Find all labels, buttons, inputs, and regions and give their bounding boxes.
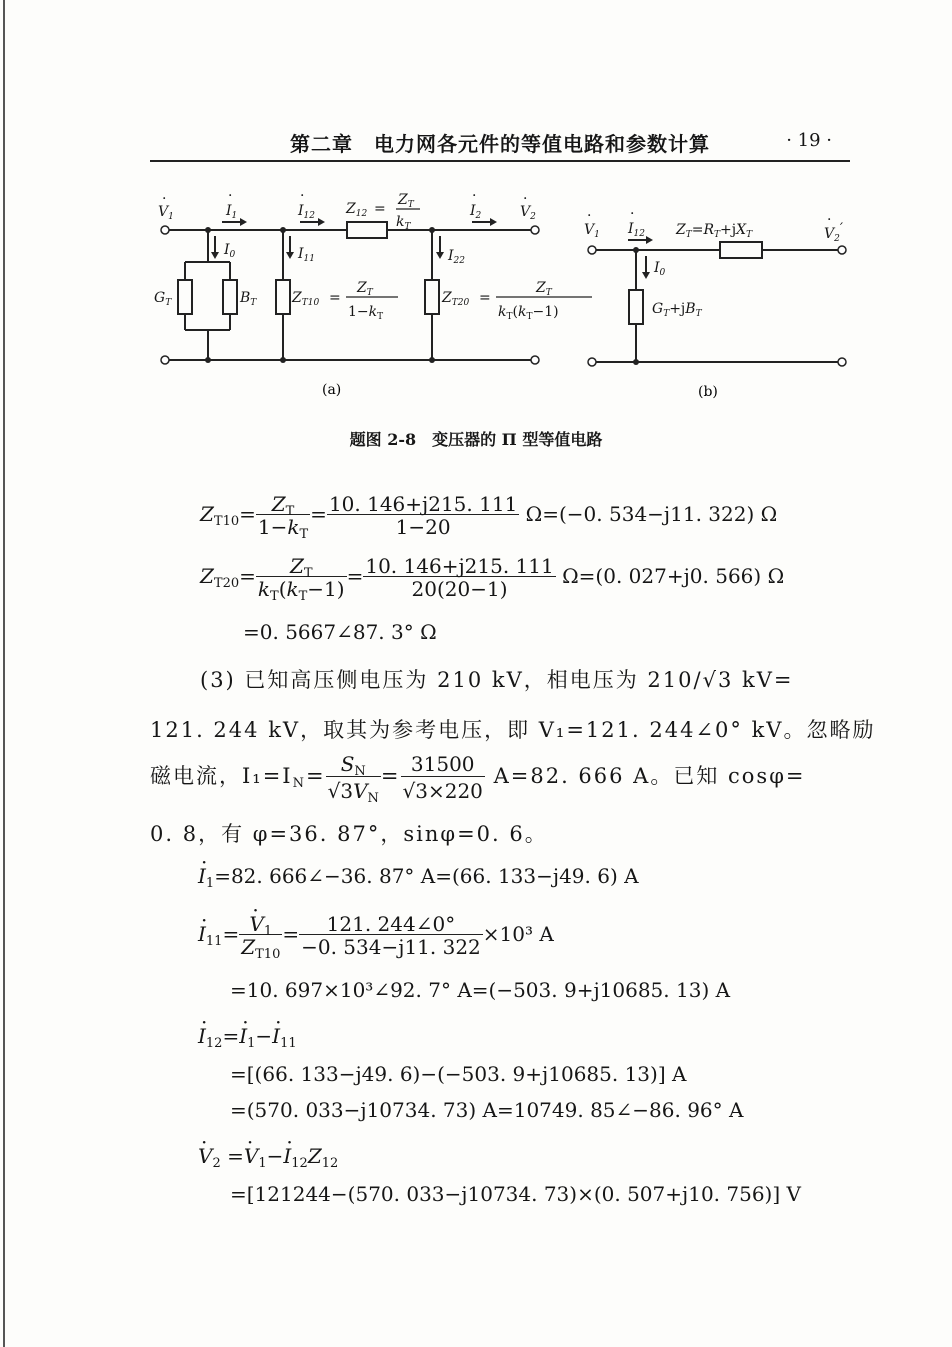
svg-text:ZT: $Z_T$	[357, 280, 373, 298]
svg-text:I12: $I_{12}$	[298, 203, 315, 221]
svg-text:kT: $k_T$	[396, 214, 411, 232]
circuit-figure	[0, 0, 952, 420]
zt20-result: Ω=(0. 027+j0. 566) Ω	[562, 564, 785, 588]
svg-text:·: ·	[162, 191, 167, 207]
svg-text:V2: $V_2$	[520, 204, 536, 222]
eq-i12-line3: =(570. 033−j10734. 73) A=10749. 85∠−86. 96° A	[230, 1098, 744, 1122]
eq-zt20: $Z_{T20}=$ $\frac{Z_T}{k_T(k_T-1)}$ = $\frac{10. 146+j215. 111}{20(20-1)}$ Ω=(0. 027+j0. 566) Ω	[200, 554, 785, 604]
zt20-denominator: 20(20−1)	[411, 577, 508, 601]
svg-text:GT+jBT: $G_T+jB_T$	[652, 301, 702, 319]
zt-numerator: 10. 146+j215. 111	[328, 492, 518, 516]
svg-text:=: =	[374, 201, 386, 217]
svg-text:I22: $I_{22}$	[448, 248, 465, 266]
svg-text:=: =	[479, 290, 491, 306]
eq-v2-line2: =[121244−(570. 033−j10734. 73)×(0. 507+j10. 756)] V	[230, 1182, 801, 1206]
svg-text:·: ·	[587, 208, 592, 224]
svg-text:I11: $I_{11}$	[298, 246, 315, 264]
svg-text:V1: $V_1$	[158, 204, 174, 222]
sn-value: 31500	[401, 752, 485, 777]
svg-text:I12: $I_{12}$	[628, 221, 645, 239]
svg-text:I1: $I_1$	[226, 203, 238, 221]
chapter-title: 第二章 电力网各元件的等值电路和参数计算	[290, 132, 710, 156]
page-number: · 19 ·	[786, 130, 832, 151]
svg-text:GT: $G_T$	[154, 290, 172, 308]
eq-i11-result: =10. 697×10³∠92. 7° A=(−503. 9+j10685. 13) A	[230, 978, 731, 1002]
svg-text:=: =	[329, 290, 341, 306]
svg-text:BT: $B_T$	[240, 290, 257, 308]
svg-text:kT(kT−1): $k_T(k_T-1)$	[498, 304, 559, 322]
eq-i1: · $I_1=82$. 666∠−36. 87° A=(66. 133−j49. 6) A	[198, 866, 639, 886]
svg-text:1−kT: $1-k_T$	[348, 304, 384, 322]
svg-text:·: ·	[228, 188, 233, 204]
svg-text:ZT: $Z_T$	[536, 280, 552, 298]
svg-text:Z12: $Z_{12}$	[346, 201, 368, 219]
zt10-result: Ω=(−0. 534−j11. 322) Ω	[525, 502, 778, 526]
eq-i11: · $I_{11}=$ · $\frac{V_1}{Z_{T10}}$ = $\frac{121. 244\angle 0^\circ}{-0. 534-j11. 322}$ ×10³ A	[198, 914, 554, 957]
i1-value: =82. 666∠−36. 87° A=(66. 133−j49. 6) A	[214, 864, 639, 888]
para3-line1: (3) 已知高压侧电压为 210 kV，相电压为 210/√3 kV=	[200, 668, 794, 692]
eq-i12: · $I_{12}=\cdot I_1-\cdot I_{11}$	[198, 1026, 297, 1046]
panel-b-label: (b)	[698, 384, 718, 400]
svg-text:ZT: $Z_T$	[398, 192, 414, 210]
para3-line3: 磁电流，I₁=IN= $\frac{S_N}{√3V_N}$ = $\frac{31500}{√3\times 220}$ A=82. 666 A。已知 cosφ=	[150, 752, 806, 806]
para3-line3-start: 磁电流，I₁=I	[150, 764, 293, 788]
sqrt3x220: √3×220	[402, 779, 483, 803]
eq-zt20-polar: =0. 5667∠87. 3° Ω	[243, 620, 437, 644]
svg-text:ZT=RT+jXT: $Z_T=R_T+jX_T$	[676, 222, 753, 240]
figure-caption: 题图 2-8 变压器的 Π 型等值电路	[349, 430, 603, 449]
i11-tail: ×10³ A	[482, 922, 554, 946]
zt-numerator-2: 10. 146+j215. 111	[365, 554, 554, 578]
svg-text:·: ·	[472, 188, 477, 204]
svg-text:I0: $I_0$	[654, 260, 666, 278]
eq-zt10: $Z_{T10}=$ $\frac{Z_T}{1-k_T}$ = $\frac{10. 146+j215. 111}{1-20}$ Ω=(−0. 534−j11. 322) Ω	[200, 492, 778, 542]
para3-line3-end: A=82. 666 A。已知 cosφ=	[493, 764, 806, 788]
para3-line4: 0. 8，有 φ=36. 87°，sinφ=0. 6。	[150, 822, 548, 846]
svg-text:·: ·	[523, 191, 528, 207]
panel-a-label: (a)	[322, 382, 342, 398]
svg-text:V1: $V_1$	[584, 222, 600, 240]
i11-numerator: 121. 244∠0°	[299, 914, 483, 935]
svg-text:·: ·	[630, 206, 635, 222]
svg-text:ZT10: $Z_{T10}$	[292, 290, 320, 308]
eq-v2: · $V_2 =\cdot V_1-\cdot I_{12}Z_{12}$	[198, 1146, 338, 1166]
para3-line2: 121. 244 kV，取其为参考电压，即 V₁=121. 244∠0° kV。忽略励	[150, 718, 876, 742]
zt10-denominator: 1−20	[395, 515, 451, 539]
svg-text:I0: $I_0$	[224, 242, 236, 260]
svg-text:I2: $I_2$	[470, 203, 482, 221]
eq-i12-line2: =[(66. 133−j49. 6)−(−503. 9+j10685. 13)] A	[230, 1062, 687, 1086]
svg-text:·: ·	[827, 212, 832, 228]
i11-denominator: −0. 534−j11. 322	[301, 935, 481, 959]
svg-text:ZT20: $Z_{T20}$	[442, 290, 470, 308]
svg-text:·: ·	[300, 188, 305, 204]
svg-text:V2′: $V_2'$	[824, 221, 844, 244]
